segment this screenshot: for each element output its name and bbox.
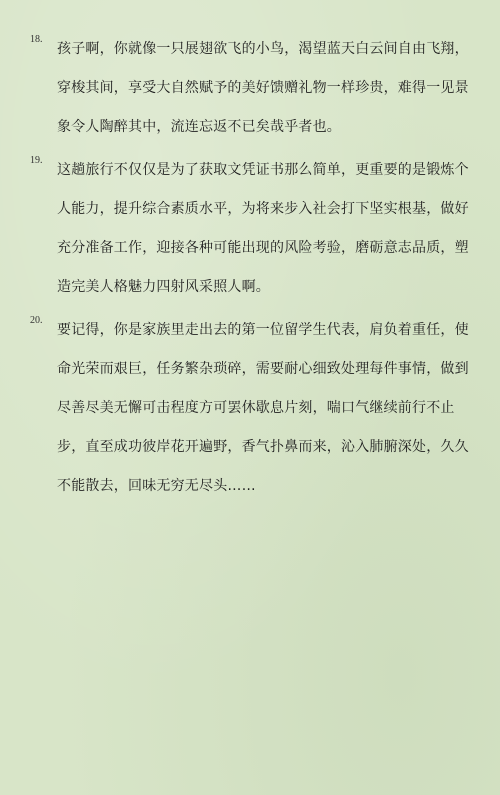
item-text: 这趟旅行不仅仅是为了获取文凭证书那么简单，更重要的是锻炼个人能力，提升综合素质水平，为将来步入社会打下坚实根基，做好充分准备工作，迎接各种可能出现的风险考验，磨砺意志品质，塑造完美人格魅力四射风采照人啊。 bbox=[57, 162, 469, 295]
item-number: 19. bbox=[30, 155, 43, 166]
item-number: 20. bbox=[30, 315, 43, 326]
list-item bbox=[30, 311, 470, 506]
item-text: 孩子啊，你就像一只展翅欲飞的小鸟，渴望蓝天白云间自由飞翔，穿梭其间，享受大自然赋予的美好馈赠礼物一样珍贵，难得一见景象令人陶醉其中，流连忘返不已矣哉乎者也。 bbox=[57, 41, 469, 135]
list-item bbox=[30, 151, 470, 307]
document-body bbox=[30, 34, 470, 520]
item-text: 要记得，你是家族里走出去的第一位留学生代表，肩负着重任，使命光荣而艰巨，任务繁杂琐碎，需要耐心细致处理每件事情，做到尽善尽美无懈可击程度方可罢休歇息片刻，喘口气继续前行不止步，直至成功彼岸花开遍野，香气扑鼻而来，沁入肺腑深处，久久不能散去，回味无穷无尽头…… bbox=[57, 322, 469, 494]
list-item bbox=[30, 30, 470, 147]
item-number: 18. bbox=[30, 34, 43, 45]
